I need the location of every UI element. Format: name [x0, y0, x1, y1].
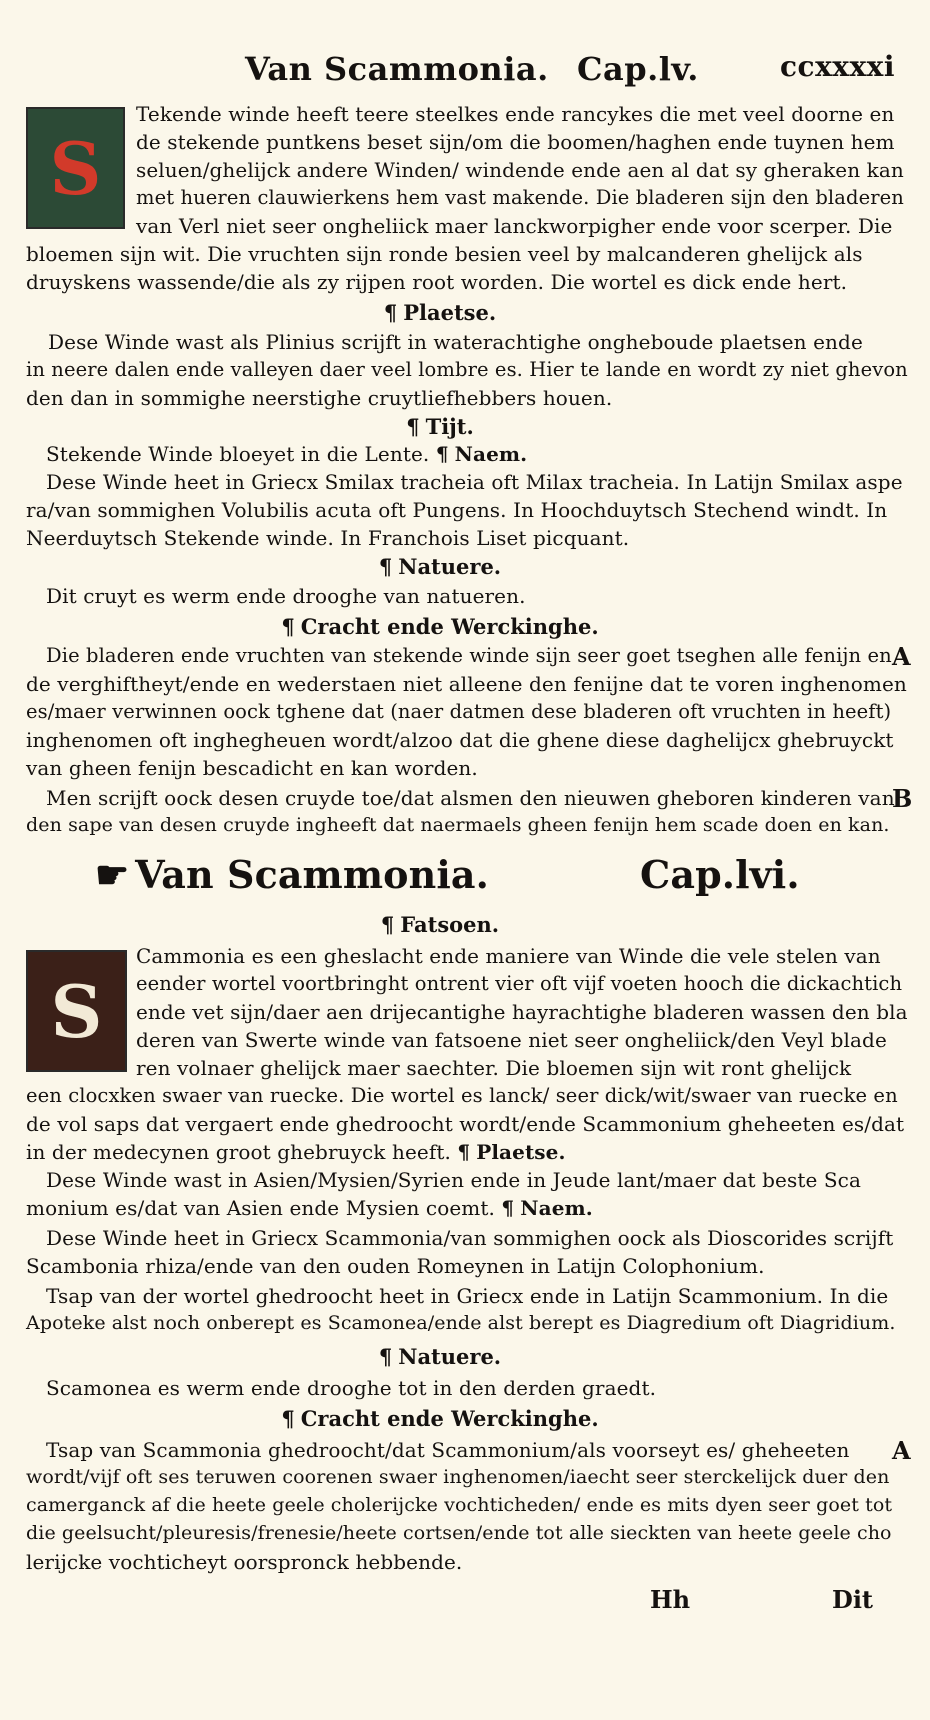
text-line: seluen/ghelijck andere Winden/ windende ende aen al dat sy gheraken kan	[136, 158, 904, 182]
text-line: met hueren clauwierkens hem vast makende. Die bladeren sijn den bladeren	[136, 186, 904, 209]
text-line: een clocxken swaer van ruecke. Die wortel es lanck/ seer dick/wit/swaer van ruecke en	[26, 1084, 898, 1107]
text-line: es/maer verwinnen oock tghene dat (naer datmen dese bladeren oft vruchten in heeft)	[26, 700, 892, 723]
text-line: ende vet sijn/daer aen drijecantighe hayrachtighe bladeren wassen den bla	[136, 1000, 908, 1024]
section-heading-natuere-2: ¶ Natuere.	[378, 1344, 502, 1369]
section-heading-cracht-2: ¶ Cracht ende Werckinghe.	[281, 1406, 599, 1431]
margin-letter-a-2: A	[892, 1436, 911, 1465]
decorated-initial-s-2: S	[26, 950, 127, 1072]
text-line: Scambonia rhiza/ende van den ouden Romeynen in Latijn Colophonium.	[26, 1254, 765, 1278]
chapter-number-lvi: Cap.lvi.	[640, 852, 800, 897]
text-line: Dese Winde heet in Griecx Scammonia/van sommighen oock als Dioscorides scrijft	[46, 1226, 894, 1250]
text-line: den dan in sommighe neerstighe cruytliefhebbers houen.	[26, 386, 613, 410]
text-line: bloemen sijn wit. Die vruchten sijn ronde besien veel by malcanderen ghelijck als	[26, 242, 863, 266]
chapter-number: Cap.lv.	[577, 50, 699, 88]
section-heading-natuere: ¶ Natuere.	[378, 554, 502, 579]
text-line: Apoteke alst noch onberept es Scamonea/ende alst berept es Diagredium oft Diagridium.	[26, 1312, 896, 1334]
text-line: in der medecynen groot ghebruyck heeft. ¶ Plaetse.	[26, 1140, 566, 1164]
text-line: Men scrijft oock desen cruyde toe/dat alsmen den nieuwen gheboren kinderen van	[46, 786, 895, 810]
text-line: die geelsucht/pleuresis/frenesie/heete cortsen/ende tot alle sieckten van heete geele cho	[26, 1522, 892, 1544]
section-heading-plaetse: ¶ Plaetse.	[383, 300, 497, 325]
text-line: ra/van sommighen Volubilis acuta oft Pungens. In Hoochduytsch Stechend windt. In	[26, 498, 888, 522]
text-line: wordt/vijf oft ses teruwen coorenen swaer inghenomen/iaecht seer sterckelijck duer den	[26, 1466, 890, 1488]
running-header	[0, 50, 930, 100]
folio-number: ccxxxxi	[780, 50, 896, 83]
text-line: de vol saps dat vergaert ende ghedroocht wordt/ende Scammonium gheheeten es/dat	[26, 1112, 905, 1136]
catchword: Dit	[832, 1585, 874, 1614]
decorated-initial-s: S	[26, 107, 125, 229]
text-line: monium es/dat van Asien ende Mysien coemt. ¶ Naem.	[26, 1196, 593, 1220]
text-line: Scamonea es werm ende drooghe tot in den derden graedt.	[46, 1376, 657, 1400]
section-heading-fatsoen: ¶ Fatsoen.	[380, 912, 500, 937]
margin-letter-b: B	[892, 784, 913, 813]
section-heading-cracht: ¶ Cracht ende Werckinghe.	[281, 614, 599, 639]
margin-letter-a: A	[892, 642, 911, 671]
text-line: Cammonia es een gheslacht ende maniere van Winde die vele stelen van	[136, 944, 881, 968]
text-line: den sape van desen cruyde ingheeft dat naermaels gheen fenijn hem scade doen en kan.	[26, 814, 890, 836]
text-line: inghenomen oft inghegheuen wordt/alzoo dat die ghene diese daghelijcx ghebruyckt	[26, 728, 894, 752]
text-line: van gheen fenijn bescadicht en kan worden.	[26, 756, 478, 780]
text-line: Neerduytsch Stekende winde. In Franchois Liset picquant.	[26, 526, 630, 550]
text-line: Dese Winde heet in Griecx Smilax tracheia oft Milax tracheia. In Latijn Smilax aspe	[46, 470, 903, 494]
text-line: Tsap van der wortel ghedroocht heet in Griecx ende in Latijn Scammonium. In die	[46, 1284, 889, 1308]
text-line: Die bladeren ende vruchten van stekende winde sijn seer goet tseghen alle fenijn en	[46, 644, 892, 667]
text-line: Dit cruyt es werm ende drooghe van natueren.	[46, 584, 526, 608]
signature-mark: Hh	[650, 1585, 691, 1614]
running-title: Van Scammonia.	[245, 50, 549, 88]
text-line: in neere dalen ende valleyen daer veel lombre es. Hier te lande en wordt zy niet ghevon	[26, 358, 908, 381]
text-line: ren volnaer ghelijck maer saechter. Die bloemen sijn wit ront ghelijck	[136, 1056, 852, 1080]
text-line: Dese Winde wast in Asien/Mysien/Syrien ende in Jeude lant/maer dat beste Sca	[46, 1168, 862, 1192]
text-line: de stekende puntkens beset sijn/om die boomen/haghen ende tuynen hem	[136, 130, 895, 154]
text-line: Tsap van Scammonia ghedroocht/dat Scammonium/als voorseyt es/ gheheeten	[46, 1438, 850, 1462]
chapter-title: ☛ Van Scammonia.	[95, 852, 489, 897]
text-line: Tekende winde heeft teere steelkes ende rancykes die met veel doorne en	[136, 102, 895, 126]
text-line: van Verl niet seer ongheliick maer lanckworpigher ende voor scerper. Die	[136, 214, 893, 238]
text-line: eender wortel voortbringht ontrent vier oft vijf voeten hooch die dickachtich	[136, 972, 903, 995]
text-line: Dese Winde wast als Plinius scrijft in waterachtighe ongheboude plaetsen ende	[48, 330, 863, 354]
text-line: Stekende Winde bloeyet in die Lente. ¶ Naem.	[46, 442, 528, 466]
text-line: de verghiftheyt/ende en wederstaen niet alleene den fenijne dat te voren inghenomen	[26, 672, 907, 696]
text-line: camerganck af die heete geele cholerijcke vochticheden/ ende es mits dyen seer goet tot	[26, 1494, 893, 1516]
section-heading-tijt: ¶ Tijt.	[406, 414, 474, 439]
text-line: druyskens wassende/die als zy rijpen root worden. Die wortel es dick ende hert.	[26, 270, 848, 294]
text-line: lerijcke vochticheyt oorspronck hebbende.	[26, 1550, 463, 1574]
text-line: deren van Swerte winde van fatsoene niet seer ongheliick/den Veyl blade	[136, 1028, 887, 1052]
hand-pointer-icon: ☛	[95, 852, 130, 897]
